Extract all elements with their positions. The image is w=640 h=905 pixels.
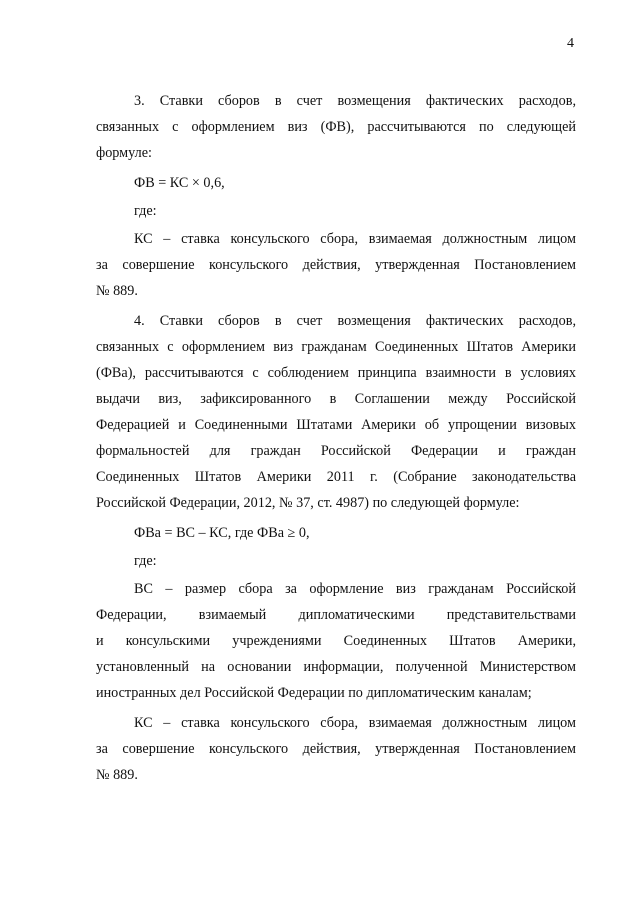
text-line: ВС – размер сбора за оформление виз гражданам Российской — [134, 581, 576, 597]
text-line: ФВ = КС × 0,6, — [134, 175, 225, 191]
text-line: где: — [134, 553, 157, 569]
text-line: установленный на основании информации, полученной Министерством — [96, 659, 576, 675]
text-line: иностранных дел Российской Федерации по дипломатическим каналам; — [96, 685, 532, 701]
document-body — [96, 88, 576, 788]
text-line: 4. Ставки сборов в счет возмещения фактических расходов, — [134, 313, 576, 329]
text-line: № 889. — [96, 767, 138, 783]
text-line: Российской Федерации, 2012, № 37, ст. 4987) по следующей формуле: — [96, 495, 520, 511]
page-number: 4 — [567, 36, 574, 51]
text-line: КС – ставка консульского сбора, взимаемая должностным лицом — [134, 715, 576, 731]
text-line: № 889. — [96, 283, 138, 299]
text-line: за совершение консульского действия, утвержденная Постановлением — [96, 257, 576, 273]
paragraph-ks1 — [96, 226, 576, 304]
text-line: за совершение консульского действия, утвержденная Постановлением — [96, 741, 576, 757]
paragraph-where2 — [96, 548, 576, 574]
paragraph-ks2 — [96, 710, 576, 788]
text-line: где: — [134, 203, 157, 219]
text-line: и консульскими учреждениями Соединенных Штатов Америки, — [96, 633, 576, 649]
text-line: 3. Ставки сборов в счет возмещения фактических расходов, — [134, 93, 576, 109]
text-line: связанных с оформлением виз (ФВ), рассчитываются по следующей — [96, 119, 576, 135]
paragraph-where1 — [96, 198, 576, 224]
text-line: формальностей для граждан Российской Федерации и граждан — [96, 443, 576, 459]
text-line: ФВа = ВС – КС, где ФВа ≥ 0, — [134, 525, 310, 541]
paragraph-vs — [96, 576, 576, 706]
text-line: Федерации, взимаемый дипломатическими представительствами — [96, 607, 576, 623]
paragraph-formula2 — [96, 520, 576, 546]
paragraph-formula1 — [96, 170, 576, 196]
text-line: (ФВа), рассчитываются с соблюдением принципа взаимности в условиях — [96, 365, 576, 381]
text-line: выдачи виз, зафиксированного в Соглашении между Российской — [96, 391, 576, 407]
text-line: КС – ставка консульского сбора, взимаемая должностным лицом — [134, 231, 576, 247]
paragraph-p4 — [96, 308, 576, 516]
text-line: формуле: — [96, 145, 152, 161]
text-line: Соединенных Штатов Америки 2011 г. (Собрание законодательства — [96, 469, 576, 485]
text-line: Федерацией и Соединенными Штатами Америки об упрощении визовых — [96, 417, 576, 433]
text-line: связанных с оформлением виз гражданам Соединенных Штатов Америки — [96, 339, 576, 355]
paragraph-p3 — [96, 88, 576, 166]
